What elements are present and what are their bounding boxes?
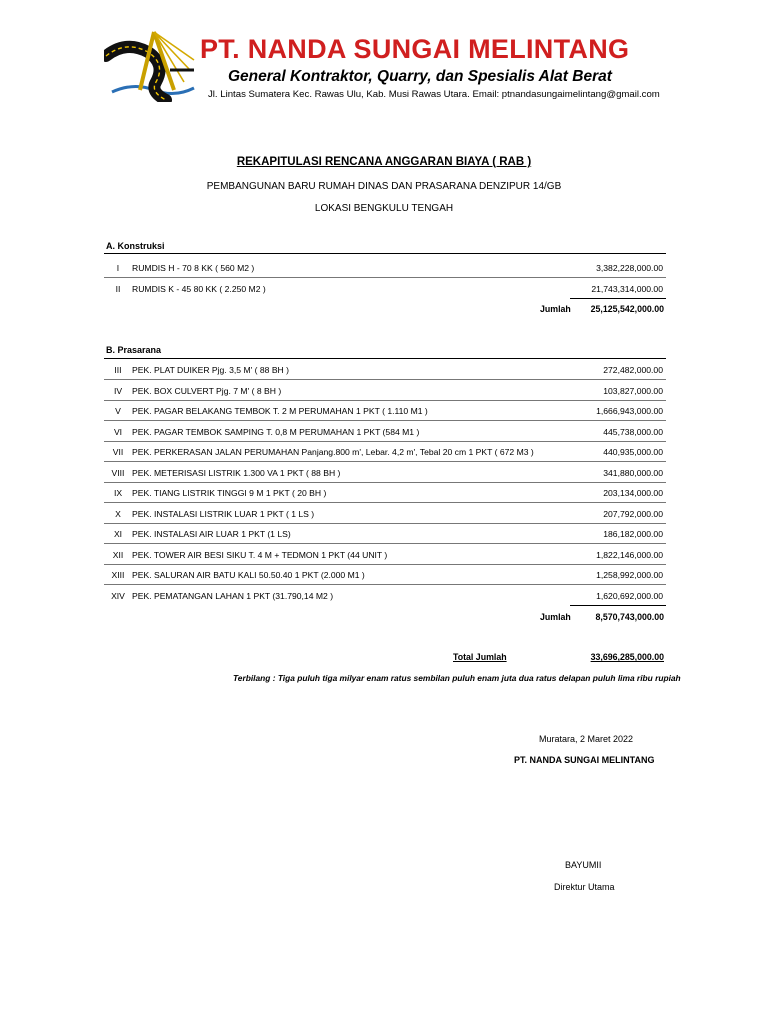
company-address: Jl. Lintas Sumatera Kec. Rawas Ulu, Kab. Musi Rawas Utara. Email: ptnandasungaimelintang@gmail.com [208, 89, 660, 100]
table-row [104, 586, 666, 606]
section-a-title: A. Konstruksi [106, 241, 165, 251]
item-number: V [115, 406, 121, 416]
item-number: XII [112, 549, 124, 560]
item-number: XI [113, 529, 123, 539]
letterhead [104, 28, 664, 108]
signatory-position: Direktur Utama [554, 882, 615, 892]
section-b-subtotal-label: Jumlah [540, 612, 571, 622]
table-row [104, 258, 666, 278]
section-b-subtotal-value: 8,570,743,000.00 [595, 612, 664, 622]
table-row [104, 279, 666, 299]
company-logo [104, 30, 196, 102]
signature-company: PT. NANDA SUNGAI MELINTANG [514, 755, 655, 765]
item-number: III [114, 365, 122, 375]
item-amount: 1,620,692,000.00 [596, 590, 663, 601]
project-location: LOKASI BENGKULU TENGAH [314, 203, 454, 214]
table-row [104, 422, 666, 442]
item-description: PEK. PAGAR BELAKANG TEMBOK T. 2 M PERUMAHAN 1 PKT ( 1.110 M1 ) [132, 406, 428, 416]
section-a-subtotal-value: 25,125,542,000.00 [590, 304, 664, 314]
item-description: PEK. BOX CULVERT Pjg. 7 M' ( 8 BH ) [132, 385, 282, 396]
table-row [104, 463, 666, 483]
item-description: RUMDIS K - 45 80 KK ( 2.250 M2 ) [132, 283, 266, 294]
section-a-rule [104, 253, 666, 254]
item-number: IX [113, 488, 123, 498]
item-amount: 445,738,000.00 [603, 426, 663, 437]
place-date: Muratara, 2 Maret 2022 [539, 734, 634, 744]
item-number: X [115, 508, 121, 519]
section-a-subtotal-label: Jumlah [540, 304, 571, 314]
item-amount: 21,743,314,000.00 [591, 283, 663, 294]
item-description: PEK. TIANG LISTRIK TINGGI 9 M 1 PKT ( 20 BH ) [132, 488, 327, 498]
section-b-title: B. Prasarana [106, 345, 162, 355]
table-row [104, 401, 666, 421]
item-amount: 440,935,000.00 [603, 447, 663, 457]
table-row [104, 360, 666, 380]
item-number: IV [113, 385, 123, 396]
item-description: RUMDIS H - 70 8 KK ( 560 M2 ) [132, 263, 255, 273]
total-label: Total Jumlah [453, 652, 507, 662]
item-number: XIV [111, 590, 125, 601]
item-description: PEK. SALURAN AIR BATU KALI 50.50.40 1 PKT (2.000 M1 ) [132, 570, 365, 580]
item-number: VI [113, 426, 123, 437]
item-amount: 207,792,000.00 [603, 508, 663, 519]
company-name: PT. NANDA SUNGAI MELINTANG [200, 34, 630, 64]
total-value: 33,696,285,000.00 [590, 652, 664, 662]
table-row [104, 565, 666, 585]
item-amount: 186,182,000.00 [603, 529, 663, 539]
item-description: PEK. PERKERASAN JALAN PERUMAHAN Panjang.800 m', Lebar. 4,2 m', Tebal 20 cm 1 PKT ( 672 M3 ) [132, 447, 534, 457]
item-amount: 3,382,228,000.00 [596, 263, 663, 273]
table-row [104, 483, 666, 503]
table-row [104, 524, 666, 544]
item-description: PEK. METERISASI LISTRIK 1.300 VA 1 PKT ( 88 BH ) [132, 467, 341, 478]
table-row [104, 442, 666, 462]
document-title: REKAPITULASI RENCANA ANGGARAN BIAYA ( RAB ) [236, 156, 532, 168]
row-rule [570, 298, 666, 299]
item-description: PEK. TOWER AIR BESI SIKU T. 4 M + TEDMON 1 PKT (44 UNIT ) [132, 549, 388, 560]
item-description: PEK. INSTALASI LISTRIK LUAR 1 PKT ( 1 LS ) [132, 508, 315, 519]
item-number: VIII [111, 467, 125, 478]
item-amount: 1,258,992,000.00 [596, 570, 663, 580]
item-amount: 272,482,000.00 [603, 365, 663, 375]
item-description: PEK. INSTALASI AIR LUAR 1 PKT (1 LS) [132, 529, 291, 539]
item-amount: 341,880,000.00 [603, 467, 663, 478]
item-amount: 203,134,000.00 [603, 488, 663, 498]
row-rule [570, 605, 666, 606]
item-description: PEK. PEMATANGAN LAHAN 1 PKT (31.790,14 M2 ) [132, 590, 334, 601]
item-amount: 1,666,943,000.00 [596, 406, 663, 416]
item-description: PEK. PAGAR TEMBOK SAMPING T. 0,8 M PERUMAHAN 1 PKT (584 M1 ) [132, 426, 420, 437]
amount-in-words: Terbilang : Tiga puluh tiga milyar enam ratus sembilan puluh enam juta dua ratus delapan puluh lima ribu rupiah [233, 673, 681, 683]
item-number: XIII [111, 570, 125, 580]
table-row [104, 545, 666, 565]
item-number: I [116, 263, 120, 273]
company-tagline: General Kontraktor, Quarry, dan Spesialis Alat Berat [228, 68, 612, 85]
project-name: PEMBANGUNAN BARU RUMAH DINAS DAN PRASARANA DENZIPUR 14/GB [206, 181, 562, 192]
signatory-name: BAYUMII [565, 860, 602, 870]
item-number: VII [112, 447, 124, 457]
item-description: PEK. PLAT DUIKER Pjg. 3,5 M' ( 88 BH ) [132, 365, 290, 375]
section-b-rule [104, 358, 666, 359]
table-row [104, 381, 666, 401]
item-number: II [115, 283, 121, 294]
table-row [104, 504, 666, 524]
item-amount: 103,827,000.00 [603, 385, 663, 396]
item-amount: 1,822,146,000.00 [596, 549, 663, 560]
